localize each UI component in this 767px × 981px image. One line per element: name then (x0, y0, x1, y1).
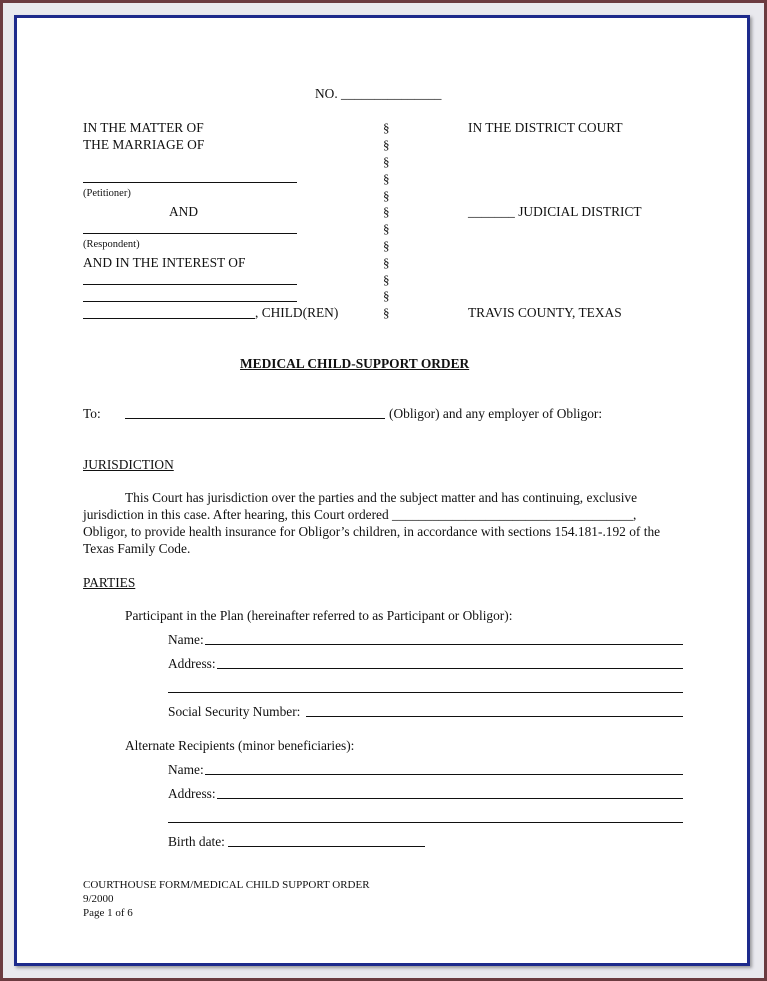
section-symbol: § (383, 288, 390, 303)
jurisdiction-text-line: This Court has jurisdiction over the parties and the subject matter and has continuing, exclusive (125, 490, 638, 505)
ssn-label: Social Security Number: (168, 704, 301, 719)
alternate-address-field[interactable] (217, 798, 683, 799)
petitioner-line (83, 182, 297, 183)
jurisdiction-text-line: Texas Family Code. (83, 541, 191, 556)
participant-name-field[interactable] (205, 644, 683, 645)
respondent-label: (Respondent) (83, 239, 140, 250)
court-label: IN THE DISTRICT COURT (468, 120, 623, 135)
participant-intro: Participant in the Plan (hereinafter referred to as Participant or Obligor): (125, 608, 513, 623)
alternate-name-label: Name: (168, 762, 204, 777)
to-label: To: (83, 406, 101, 421)
case-number: NO. _______________ (315, 86, 442, 101)
child-line-2 (83, 301, 297, 302)
participant-name-label: Name: (168, 632, 204, 647)
petitioner-label: (Petitioner) (83, 188, 131, 199)
section-symbol: § (383, 272, 390, 287)
birth-date-field[interactable] (228, 846, 425, 847)
county-label: TRAVIS COUNTY, TEXAS (468, 305, 622, 320)
section-symbol: § (383, 221, 390, 236)
and-label: AND (169, 204, 199, 219)
children-label: , CHILD(REN) (255, 305, 339, 320)
obligor-line (125, 418, 385, 419)
jurisdiction-text-line: jurisdiction in this case. After hearing, this Court ordered ____________________________________, (83, 507, 637, 522)
section-symbol: § (383, 204, 390, 219)
respondent-line (83, 233, 297, 234)
section-symbol: § (383, 171, 390, 186)
birth-date-label: Birth date: (168, 834, 225, 849)
child-line-3 (83, 318, 255, 319)
alternate-intro: Alternate Recipients (minor beneficiaries): (125, 738, 355, 753)
district-label: _______ JUDICIAL DISTRICT (468, 204, 642, 219)
section-symbol: § (383, 255, 390, 270)
alternate-address-field-2[interactable] (168, 822, 683, 823)
jurisdiction-heading: JURISDICTION (83, 457, 174, 472)
section-symbol: § (383, 188, 390, 203)
document-page (14, 15, 750, 966)
footer-date: 9/2000 (83, 893, 114, 905)
document-title: MEDICAL CHILD-SUPPORT ORDER (240, 356, 470, 371)
ssn-field[interactable] (306, 716, 683, 717)
alternate-address-label: Address: (168, 786, 216, 801)
section-symbol: § (383, 120, 390, 135)
to-text: (Obligor) and any employer of Obligor: (389, 406, 603, 421)
participant-address-field[interactable] (217, 668, 683, 669)
jurisdiction-text-line: Obligor, to provide health insurance for Obligor’s children, in accordance with sections 154.181-.192 of the (83, 524, 661, 539)
section-symbol: § (383, 137, 390, 152)
caption-marriage: THE MARRIAGE OF (83, 137, 205, 152)
footer-form-name: COURTHOUSE FORM/MEDICAL CHILD SUPPORT ORDER (83, 879, 370, 891)
parties-heading: PARTIES (83, 575, 136, 590)
participant-address-field-2[interactable] (168, 692, 683, 693)
interest-label: AND IN THE INTEREST OF (83, 255, 246, 270)
footer-page-number: Page 1 of 6 (83, 907, 133, 919)
section-symbol: § (383, 238, 390, 253)
alternate-name-field[interactable] (205, 774, 683, 775)
section-symbol: § (383, 305, 390, 320)
child-line-1 (83, 284, 297, 285)
section-symbol: § (383, 154, 390, 169)
caption-matter: IN THE MATTER OF (83, 120, 204, 135)
participant-address-label: Address: (168, 656, 216, 671)
